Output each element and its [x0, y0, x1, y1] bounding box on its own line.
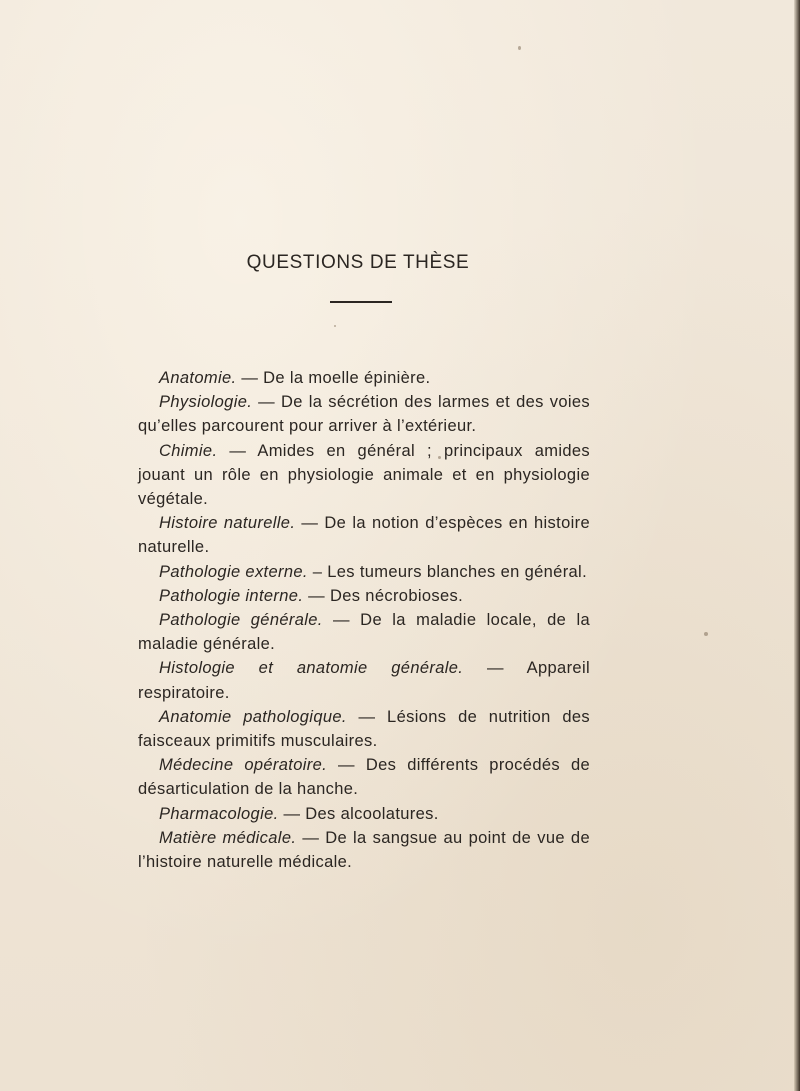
title-rule — [330, 301, 392, 303]
entry-text: — Des alcoolatures. — [278, 804, 439, 823]
paper-speck — [518, 46, 521, 50]
entry-label: Médecine opératoire. — [159, 756, 328, 775]
entry-label: Anatomie. — [159, 369, 237, 387]
thesis-questions-list — [138, 366, 590, 874]
entry-text: — De la maladie locale, de la maladie générale. — [138, 611, 590, 654]
entry-label: Histologie et anatomie générale. — [159, 659, 464, 678]
entry-pathologie-generale — [138, 608, 590, 656]
entry-anatomie-pathologique — [138, 705, 590, 753]
entry-text: — De la sangsue au point de vue de l’histoire naturelle médicale. — [138, 828, 590, 872]
entry-text: — Lésions de nutrition des faisceaux primitifs musculaires. — [138, 707, 590, 751]
entry-text: — De la notion d’espèces en histoire naturelle. — [138, 514, 590, 557]
entry-pharmacologie — [138, 802, 590, 826]
entry-label: Pathologie externe. — [159, 562, 308, 581]
entry-histologie — [138, 656, 590, 704]
entry-text: — De la sécrétion des larmes et des voies qu’elles parcourent pour arriver à l’extérieur. — [138, 393, 590, 436]
entry-chimie — [138, 439, 590, 512]
entry-physiologie — [138, 390, 590, 438]
entry-text: — Amides en général ; principaux amides jouant un rôle en physiologie animale et en physiologie végétale. — [138, 441, 590, 509]
entry-matiere-medicale — [138, 826, 590, 874]
page-title: QUESTIONS DE THÈSE — [246, 252, 470, 273]
entry-label: Pathologie interne. — [159, 586, 304, 605]
entry-label: Chimie. — [159, 441, 218, 460]
paper-speck — [334, 325, 336, 327]
entry-text: — Appareil respiratoire. — [138, 659, 590, 702]
entry-text: – Les tumeurs blanches en général. — [307, 562, 588, 581]
entry-text: — Des différents procédés de désarticulation de la hanche. — [138, 756, 590, 799]
entry-label: Physiologie. — [159, 393, 253, 412]
entry-histoire-naturelle — [138, 511, 590, 559]
entry-anatomie — [138, 366, 590, 390]
page-edge-shadow — [794, 0, 800, 1091]
entry-text: — Des nécrobioses. — [303, 586, 464, 605]
entry-label: Matière médicale. — [159, 828, 297, 847]
paper-speck — [704, 632, 708, 636]
entry-label: Pathologie générale. — [159, 611, 323, 630]
entry-medecine-operatoire — [138, 753, 590, 801]
entry-pathologie-interne — [138, 584, 590, 608]
entry-pathologie-externe — [138, 560, 590, 584]
entry-label: Anatomie pathologique. — [159, 707, 347, 726]
entry-label: Histoire naturelle. — [159, 514, 296, 533]
entry-text: — De la moelle épinière. — [236, 369, 431, 387]
entry-label: Pharmacologie. — [159, 804, 279, 823]
